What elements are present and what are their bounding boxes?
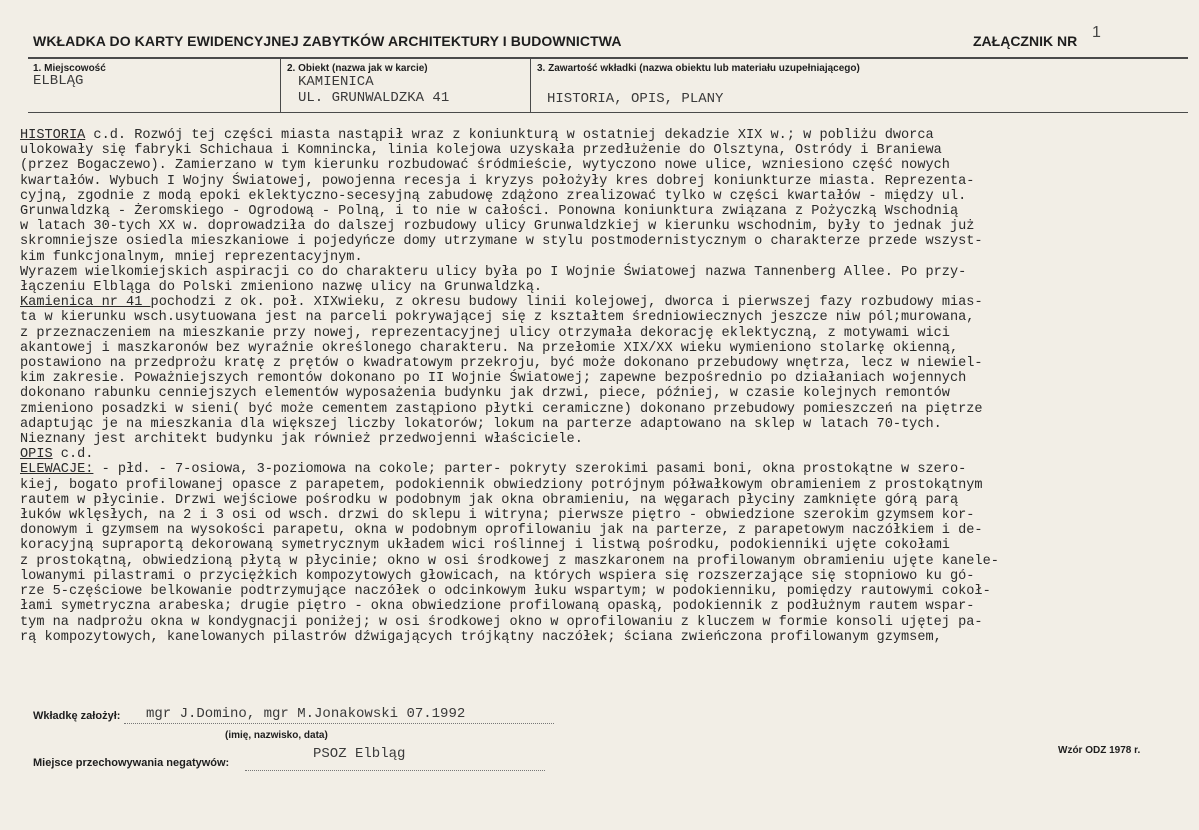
- author-label: Wkładkę założył:: [33, 710, 121, 722]
- historia-line-2: (przez Bogaczewo). Zamierzano w tym kierunku rozbudować śródmieście, wytyczono nowe ulice, wzniesiono część nowych: [20, 158, 950, 174]
- form-code: Wzór ODZ 1978 r.: [1058, 745, 1141, 756]
- kamienica-line-3: akantowej i maszkaronów bez wyraźnie określonego charakteru. Na przełomie XIX/XX wieku wymieniono stolarkę okienną,: [20, 340, 959, 356]
- elewacje-line-5: koracyjną supraportą dekorowaną symetrycznym układem wici roślinnej i listwą pośrodku, podokienniki ujęte cokołami: [20, 538, 950, 554]
- header-top-rule: [28, 57, 1188, 59]
- elewacje-line-0: - płd. - 7-osiowa, 3-poziomowa na cokole; parter- pokryty szerokimi pasami boni, okna prostokątne w szero-: [93, 462, 967, 478]
- location-label: 1. Miejscowość: [33, 63, 106, 74]
- storage-dotted-line: [245, 770, 545, 771]
- annex-number: 1: [1092, 24, 1101, 41]
- kamienica-line-0: pochodzi z ok. poł. XIXwieku, z okresu budowy linii kolejowej, dworca i pierwszej fazy rozbudowy mias-: [150, 295, 983, 311]
- body-line: [20, 128, 1192, 143]
- historia-line-0: c.d. Rozwój tej części miasta nastąpił wraz z koniunkturą w ostatniej dekadzie XIX w.; w pobliżu dworca: [85, 128, 934, 143]
- historia-line-3: kwartałów. Wybuch I Wojny Światowej, powojenna recesja i kryzys położyły kres dobrej koniunkturze miasta. Reprezenta-: [20, 173, 975, 189]
- object-label: 2. Obiekt (nazwa jak w karcie): [287, 63, 428, 74]
- contents-label: 3. Zawartość wkładki (nazwa obiektu lub materiału uzupełniającego): [537, 63, 860, 74]
- object-value-1: KAMIENICA: [298, 74, 374, 90]
- elewacje-line-6: z prostokątną, obwiedzioną płytą w płycinie; okno w osi środkowej z maszkaronem na profilowanym obramieniu ujęte kanele-: [20, 553, 999, 569]
- author-hint: (imię, nazwisko, data): [225, 730, 328, 741]
- elewacje-line-8: rze 5-częściowe belkowanie podtrzymujące naczółek o odcinkowym łuku wspartym; w podokienniku, pomiędzy rautowymi cokoł-: [20, 584, 991, 600]
- kamienica-line-5: kim zakresie. Poważniejszych remontów dokonano po II Wojnie Światowej; zapewne bezpośrednio po działaniach wojennych: [20, 371, 967, 387]
- body-line: [20, 447, 1192, 462]
- historia-line-5: Grunwaldzką - Żeromskiego - Ogrodową - Polną, i to nie w całości. Ponowna koniunktura związana z Pożyczką Wschodnią: [20, 204, 959, 220]
- opis-cd: c.d.: [52, 447, 94, 463]
- kamienica-line-8: adaptując je na mieszkania dla większej liczby lokatorów; lokum na parterze adaptowano na sklep w latach 70-tych.: [20, 416, 942, 432]
- kamienica-line-9: Nieznany jest architekt budynku jak również przedwojenni właściciele.: [20, 432, 583, 448]
- elewacje-line-3: łuków wklęsłych, na 2 i 3 osi od wsch. drzwi do sklepu i witryna; pierwsze piętro - obwiedzione szerokim gzymsem kor-: [20, 508, 975, 524]
- elewacje-line-7: lowanymi pilastrami o przyciężkich kompozytowych głowicach, na których wspiera się rozszerzające się stopniowo ku gó-: [20, 568, 975, 584]
- elewacje-line-11: rą kompozytowych, kanelowanych pilastrów dźwigających trójkątny naczółek; ściana zwieńczona profilowanym gzymsem,: [20, 629, 942, 645]
- author-value: mgr J.Domino, mgr M.Jonakowski 07.1992: [146, 706, 466, 722]
- body-line: [20, 462, 1192, 477]
- annex-label: ZAŁĄCZNIK NR: [973, 33, 1078, 49]
- historia-line-10: łączeniu Elbląga do Polski zmieniono nazwę ulicy na Grunwaldzką.: [20, 280, 543, 296]
- historia-line-7: skromniejsze osiedla mieszkaniowe i pojedyńcze domy utrzymane w stylu postmodernistycznym o charakterze przede wszyst-: [20, 234, 983, 250]
- kamienica-heading: Kamienica nr 41: [20, 295, 151, 311]
- kamienica-line-6: dokonano rabunku cenniejszych elementów wyposażenia budynku jak drzwi, piece, później, w czasie kolejnych remontów: [20, 386, 950, 402]
- kamienica-line-7: zmieniono posadzki w sieni( być może cementem zastąpiono płytki ceramiczne) dokonano przebudowy pomieszczeń na piętrze: [20, 401, 983, 417]
- historia-line-9: Wyrazem wielkomiejskich aspiracji co do charakteru ulicy była po I Wojnie Światowej nazwa Tannenberg Allee. Po przy-: [20, 264, 967, 280]
- contents-value: HISTORIA, OPIS, PLANY: [547, 91, 724, 107]
- historia-heading: HISTORIA: [20, 128, 86, 143]
- historia-line-6: w latach 30-tych XX w. doprowadziła do dalszej rozbudowy ulicy Grunwaldzkiej w kierunku wschodnim, były to jednak już: [20, 219, 975, 235]
- storage-label: Miejsce przechowywania negatywów:: [33, 757, 230, 769]
- document-body: [20, 128, 1192, 645]
- kamienica-line-4: postawiono na przedprożu kratę z prętów o kwadratowym przekroju, być może dokonano przebudowy wnętrza, lecz w niewiel-: [20, 356, 983, 372]
- header-divider-2: [530, 58, 531, 113]
- kamienica-line-2: z przeznaczeniem na mieszkanie przy nowej, reprezentacyjnej ulicy otrzymała dekorację eklektyczną, z motywami wici: [20, 325, 950, 341]
- header-divider-1: [280, 58, 281, 113]
- historia-line-4: cyjną, zgodnie z modą epoki eklektyczno-secesyjną zabudowę zdążono zrealizować tylko w części kwartałów - między ul.: [20, 188, 967, 204]
- object-value-2: UL. GRUNWALDZKA 41: [298, 90, 450, 106]
- location-value: ELBLĄG: [33, 73, 84, 89]
- card-title: WKŁADKA DO KARTY EWIDENCYJNEJ ZABYTKÓW ARCHITEKTURY I BUDOWNICTWA: [33, 33, 622, 49]
- elewacje-line-2: rautem w płycinie. Drzwi wejściowe pośrodku w podobnym jak okna obramieniu, na węgarach płyciny zamknięte górą parą: [20, 492, 959, 508]
- elewacje-line-9: łami symetryczna arabeska; drugie piętro - okna obwiedzione profilowaną opaską, podokiennik z podłużnym rautem wspar-: [20, 599, 975, 615]
- kamienica-line-1: ta w kierunku wsch.usytuowana jest na parceli pokrywającej się z kształtem średniowiecznych jeszcze niw pól;murowana,: [20, 310, 975, 326]
- elewacje-heading: ELEWACJE:: [20, 462, 94, 478]
- opis-heading: OPIS: [20, 447, 53, 463]
- author-dotted-line: [124, 723, 554, 724]
- elewacje-line-4: donowym i gzymsem na wysokości parapetu, okna w podobnym oprofilowaniu jak na parterze, z parapetowym naczółkiem i de-: [20, 523, 983, 539]
- elewacje-line-10: tym na nadprożu okna w kondygnacji poniżej; w osi środkowej okno w oprofilowaniu z kluczem w formie konsoli ujętej pa-: [20, 614, 983, 630]
- historia-line-1: ulokowały się fabryki Schichaua i Komnincka, linia kolejowa uzyskała przedłużenie do Olsztyna, Ostródy i Braniewa: [20, 143, 942, 159]
- header-bottom-rule: [28, 112, 1188, 113]
- storage-value: PSOZ Elbląg: [313, 746, 406, 762]
- body-line: [20, 295, 1192, 310]
- historia-line-8: kim funkcjonalnym, mniej reprezentacyjnym.: [20, 249, 363, 265]
- elewacje-line-1: kiej, bogato profilowanej opasce z parapetem, podokiennik obwiedziony potrójnym półwałkowym obramieniem z prostokątnym: [20, 477, 983, 493]
